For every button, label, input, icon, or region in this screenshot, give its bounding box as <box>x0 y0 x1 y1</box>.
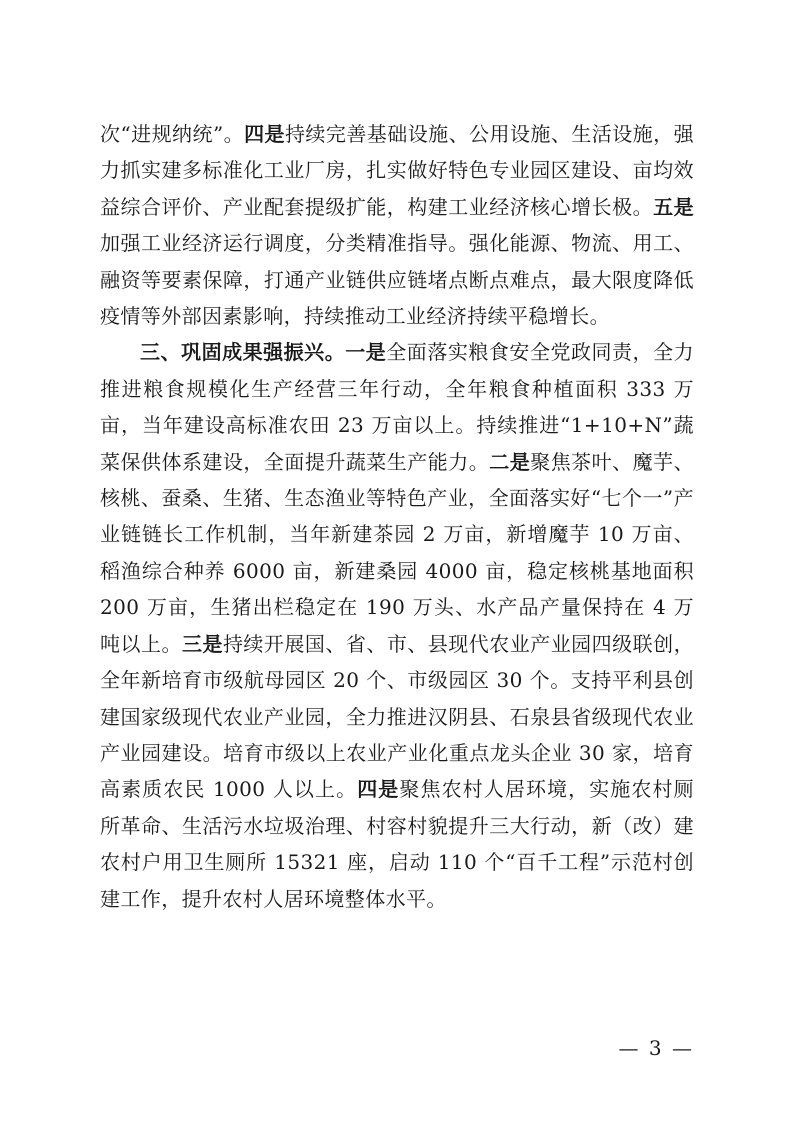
section-heading: 三、巩固成果强振兴。一是 <box>140 340 387 365</box>
run-text: 全面落实粮食安全党政同责，全力推进粮食规模化生产经营三年行动，全年粮食种植面积 333 万亩，当年建设高标准农田 23 万亩以上。持续推进“1+10+N”蔬菜保供体系建设，全面提升蔬菜生产能力。 <box>100 340 694 474</box>
run-bold-siShi-2: 四是 <box>357 777 400 802</box>
run-text: 聚焦农村人居环境，实施农村厕所革命、生活污水垃圾治理、村容村貌提升三大行动，新（改）建农村户用卫生厕所 15321 座，启动 110 个“百千工程”示范村创建工作，提升农村人居环境整体水平。 <box>100 777 694 911</box>
run-text: 加强工业经济运行调度，分类精准指导。强化能源、物流、用工、融资等要素保障，打通产业链供应链堵点断点难点，最大限度降低疫情等外部因素影响，持续推动工业经济持续平稳增长。 <box>100 231 694 329</box>
run-text: 次“进规纳统”。 <box>100 122 245 146</box>
run-text: 持续开展国、省、市、县现代农业产业园四级联创，全年新培育市级航母园区 20 个、市级园区 30 个。支持平利县创建国家级现代农业产业园，全力推进汉阴县、石泉县省级现代农业产业园建设。培育市级以上农业产业化重点龙头企业 30 家，培育高素质农民 1000 人以上。 <box>100 631 695 802</box>
run-bold-sanShi: 三是 <box>181 631 223 656</box>
paragraph-1 <box>100 116 694 334</box>
run-text: 持续完善基础设施、公用设施、生活设施，强力抓实建多标准化工业厂房，扎实做好特色专业园区建设、亩均效益综合评价、产业配套提级扩能，构建工业经济核心增长极。 <box>100 122 694 219</box>
page-number: — 3 — <box>618 1036 694 1060</box>
run-text: 聚焦茶叶、魔芋、核桃、蚕桑、生猪、生态渔业等特色产业，全面落实好“七个一”产业链链长工作机制，当年新建茶园 2 万亩，新增魔芋 10 万亩、稻渔综合种养 6000 亩，新建桑园 4000 亩，稳定核桃基地面积 200 万亩，生猪出栏稳定在 190 万头、水产品产量保持在 4 万吨以上。 <box>100 449 694 656</box>
run-bold-siShi: 四是 <box>244 122 285 146</box>
run-bold-wuShi: 五是 <box>653 194 694 219</box>
run-bold-erShi: 二是 <box>489 449 531 474</box>
document-body <box>100 116 694 917</box>
paragraph-2 <box>100 334 694 917</box>
